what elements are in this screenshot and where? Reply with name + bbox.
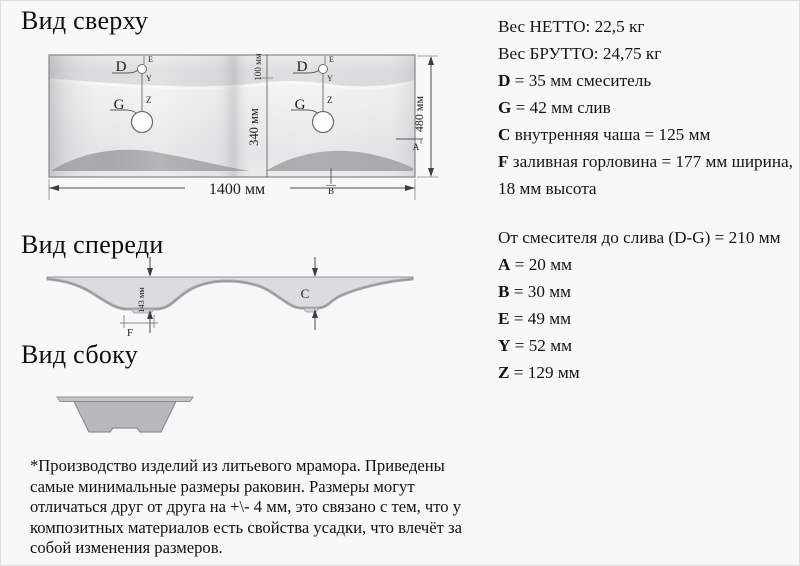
c-label: C	[300, 286, 310, 301]
front-view-diagram	[0, 250, 470, 350]
side-profile-rim	[57, 397, 193, 402]
z-dim-label: Z	[146, 95, 152, 105]
drain-hole	[313, 112, 334, 133]
faucet-label: D	[115, 59, 127, 75]
spec-line: Y = 52 мм	[498, 336, 572, 355]
bowl-dim-label: 340 мм	[247, 108, 261, 146]
width-dimension	[49, 179, 415, 200]
drain-label: G	[294, 97, 306, 113]
right-drain-boss	[303, 308, 319, 312]
y-dim-label: Y	[146, 74, 152, 83]
spec-line: Вес НЕТТО: 22,5 кг	[498, 17, 645, 36]
drain-hole	[132, 112, 153, 133]
faucet-hole	[319, 65, 328, 74]
b-label: B	[327, 186, 335, 196]
sink-body-top	[49, 55, 415, 177]
drain-label: G	[113, 97, 125, 113]
side-view-title: Вид сбоку	[21, 340, 139, 369]
specs-block-weights	[498, 13, 793, 202]
side-profile-body	[74, 402, 176, 433]
back-dim-label: 100 мм	[253, 53, 263, 81]
a-label: A	[412, 142, 420, 152]
spec-line: A = 20 мм	[498, 255, 572, 274]
top-view-title: Вид сверху	[21, 6, 149, 35]
faucet-label: D	[296, 59, 308, 75]
spec-line: G = 42 мм слив	[498, 98, 611, 117]
depth-dim-label: 480 мм	[412, 95, 426, 133]
f-label: F	[127, 328, 133, 339]
spec-line: C внутренняя чаша = 125 мм	[498, 125, 711, 144]
spec-line: B = 30 мм	[498, 282, 571, 301]
spec-line: F заливная горловина = 177 мм ширина,	[498, 152, 793, 171]
spec-line: 18 мм высота	[498, 179, 597, 198]
z-dim-label: Z	[327, 95, 333, 105]
spec-line: D = 35 мм смеситель	[498, 71, 652, 90]
top-view-diagram	[0, 0, 470, 215]
e-dim-label: E	[329, 55, 334, 64]
depth-dimension	[412, 56, 438, 177]
front-view-title: Вид спереди	[21, 230, 164, 259]
width-dim-label: 1400 мм	[208, 181, 266, 198]
spec-line: Вес БРУТТО: 24,75 кг	[498, 44, 662, 63]
y-dim-label: Y	[327, 74, 333, 83]
specs-panel	[498, 13, 793, 386]
e-dim-label: E	[148, 55, 153, 64]
spec-line: E = 49 мм	[498, 309, 571, 328]
side-view-diagram	[0, 388, 250, 448]
spec-line: Z = 129 мм	[498, 363, 580, 382]
faucet-hole	[138, 65, 147, 74]
spec-line: От смесителя до слива (D-G) = 210 мм	[498, 228, 781, 247]
basin-depth-label: 143 мм	[136, 287, 146, 313]
footnote-text: *Производство изделий из литьевого мрамора. Приведены самые минимальные размеры раковин. Размеры могут отличаться друг от друга на +\- 4 мм, это связано с тем, что у композитных материалов есть свойства усадки, что влечёт за собой изменения размеров.	[30, 456, 462, 558]
specs-block-dimensions	[498, 224, 793, 386]
